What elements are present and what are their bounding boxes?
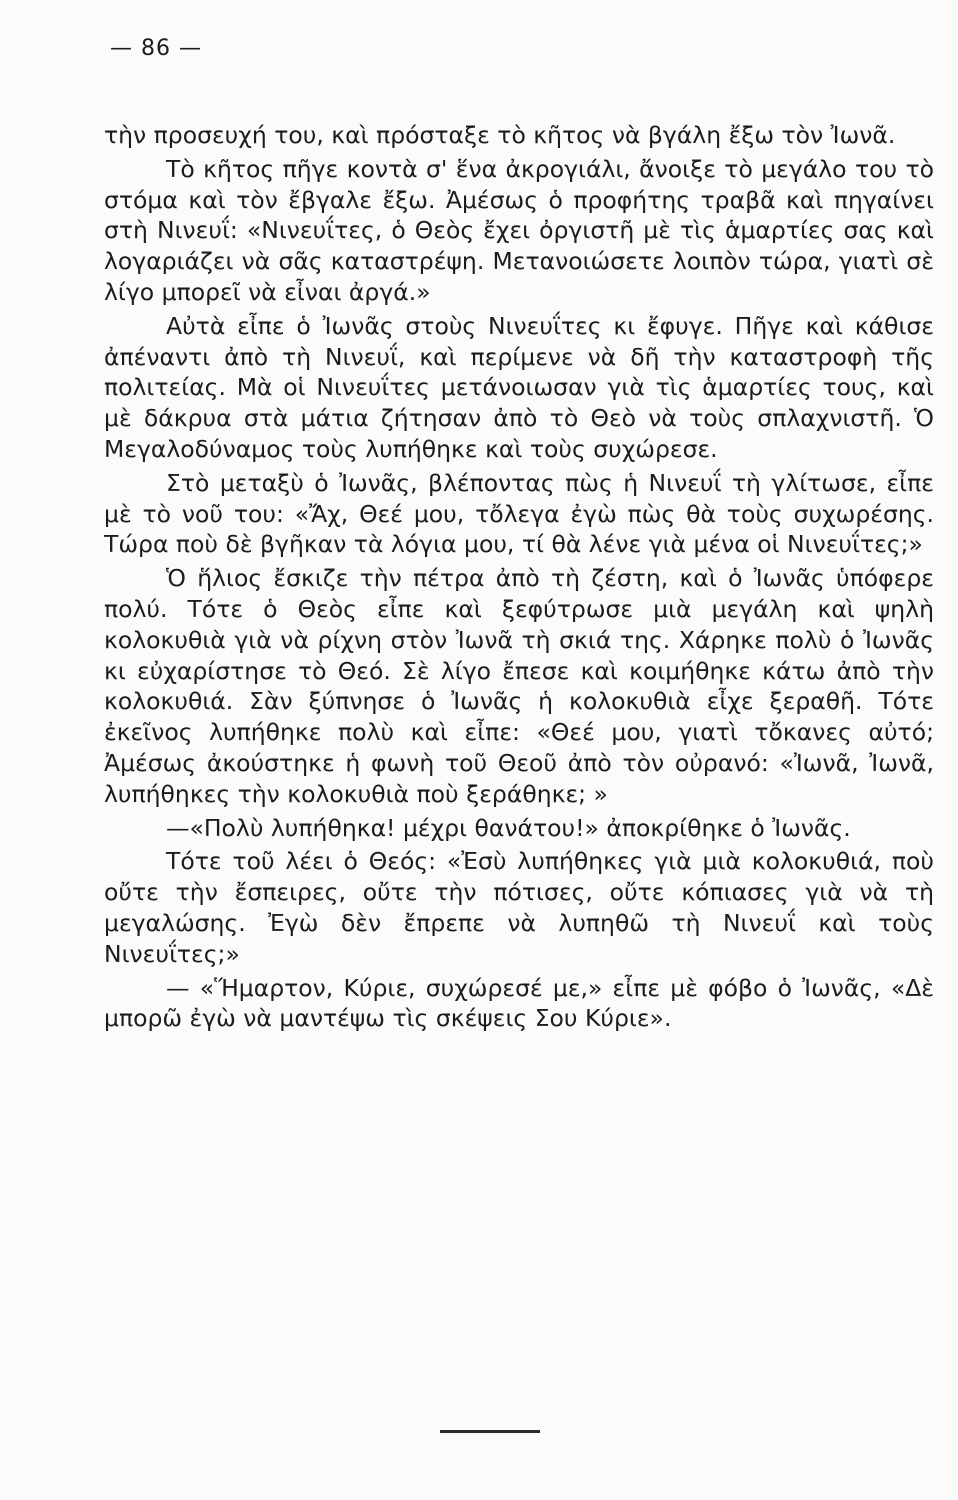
paragraph: Αὐτὰ εἶπε ὁ Ἰωνᾶς στοὺς Νινευΐτες κι ἔφυγε. Πῆγε καὶ κάθισε ἀπέναντι ἀπὸ τὴ Νινευΐ, καὶ περίμενε νὰ δῆ τὴν καταστροφὴ τῆς πολιτείας. Μὰ οἱ Νινευΐτες μετάνοιωσαν γιὰ τὶς ἁμαρτίες τους, καὶ μὲ δάκρυα στὰ μάτια ζήτησαν ἀπὸ τὸ Θεὸ νὰ τοὺς σπλαχνιστῆ. Ὁ Μεγαλοδύναμος τοὺς λυπήθηκε καὶ τοὺς συχώρεσε.	[104, 311, 934, 463]
section-end-rule	[440, 1430, 540, 1433]
dialogue-line: — «Ἥμαρτον, Κύριε, συχώρεσέ με,» εἶπε μὲ φόβο ὁ Ἰωνᾶς, «Δὲ μπορῶ ἐγὼ νὰ μαντέψω τὶς σκέψεις Σου Κύριε».	[104, 973, 934, 1033]
body-text	[104, 120, 934, 1034]
paragraph: Τότε τοῦ λέει ὁ Θεός: «Ἐσὺ λυπήθηκες γιὰ μιὰ κολοκυθιά, ποὺ οὔτε τὴν ἔσπειρες, οὔτε τὴν πότισες, οὔτε κόπιασες γιὰ νὰ τὴ μεγαλώσης. Ἐγὼ δὲν ἔπρεπε νὰ λυπηθῶ τὴ Νινευΐ καὶ τοὺς Νινευΐτες;»	[104, 847, 934, 968]
paragraph-continuation: τὴν προσευχή του, καὶ πρόσταξε τὸ κῆτος νὰ βγάλη ἔξω τὸν Ἰωνᾶ.	[104, 121, 896, 149]
dialogue-line: —«Πολὺ λυπήθηκα! μέχρι θανάτου!» ἀποκρίθηκε ὁ Ἰωνᾶς.	[166, 813, 851, 842]
paragraph: Ὁ ἥλιος ἔσκιζε τὴν πέτρα ἀπὸ τὴ ζέστη, καὶ ὁ Ἰωνᾶς ὑπόφερε πολύ. Τότε ὁ Θεὸς εἶπε καὶ ξεφύτρωσε μιὰ μεγάλη καὶ ψηλὴ κολοκυθιὰ γιὰ νὰ ρίχνη στὸν Ἰωνᾶ τὴ σκιά της. Χάρηκε πολὺ ὁ Ἰωνᾶς κι εὐχαρίστησε τὸ Θεό. Σὲ λίγο ἔπεσε καὶ κοιμήθηκε κάτω ἀπὸ τὴν κολοκυθιά. Σὰν ξύπνησε ὁ Ἰωνᾶς ἡ κολοκυθιὰ εἶχε ξεραθῆ. Τότε ἐκεῖνος λυπήθηκε πολὺ καὶ εἶπε: «Θεέ μου, γιατὶ τὄκανες αὐτό; Ἀμέσως ἀκούστηκε ἡ φωνὴ τοῦ Θεοῦ ἀπὸ τὸν οὐρανό: «Ἰωνᾶ, Ἰωνᾶ, λυπήθηκες τὴν κολοκυθιὰ ποὺ ξεράθηκε; »	[104, 564, 934, 808]
paragraph: Στὸ μεταξὺ ὁ Ἰωνᾶς, βλέποντας πὼς ἡ Νινευΐ τὴ γλίτωσε, εἶπε μὲ τὸ νοῦ του: «Ἄχ, Θεέ μου, τὄλεγα ἐγὼ πὼς θὰ τοὺς συχωρέσης. Τώρα ποὺ δὲ βγῆκαν τὰ λόγια μου, τί θὰ λένε γιὰ μένα οἱ Νινευΐτες;»	[104, 468, 934, 559]
page-number: — 86 —	[110, 36, 202, 61]
paragraph: Τὸ κῆτος πῆγε κοντὰ σ' ἕνα ἀκρογιάλι, ἄνοιξε τὸ μεγάλο του τὸ στόμα καὶ τὸν ἔβγαλε ἔξω. Ἀμέσως ὁ προφήτης τραβᾶ καὶ πηγαίνει στὴ Νινευΐ: «Νινευΐτες, ὁ Θεὸς ἔχει ὀργιστῆ μὲ τὶς ἁμαρτίες σας καὶ λογαριάζει νὰ σᾶς καταστρέψη. Μετανοιώσετε λοιπὸν τώρα, γιατὶ σὲ λίγο μπορεῖ νὰ εἶναι ἀργά.»	[104, 154, 934, 306]
